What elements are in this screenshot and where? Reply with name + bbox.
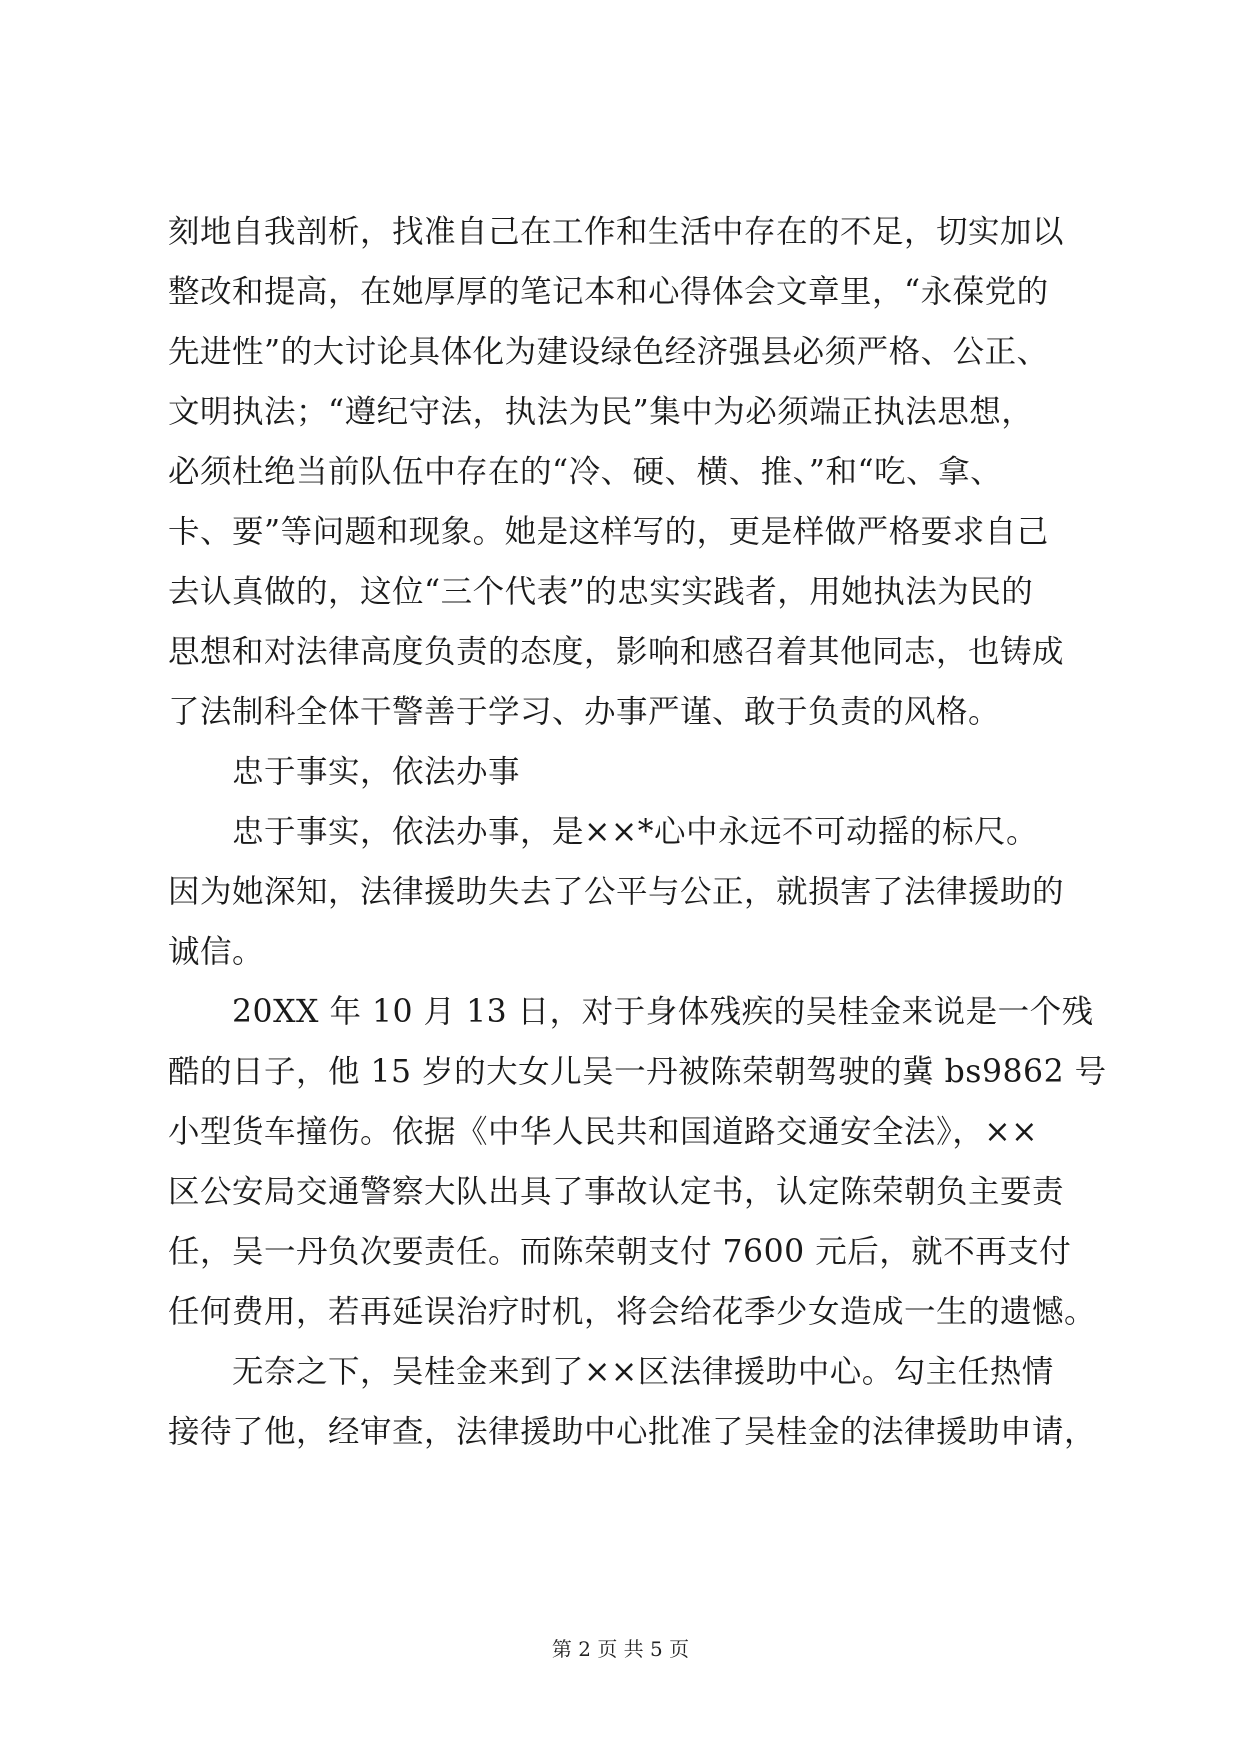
paragraph-line: 刻地自我剖析，找准自己在工作和生活中存在的不足，切实加以 bbox=[168, 214, 1065, 250]
paragraph-line: 20XX 年 10 月 13 日，对于身体残疾的吴桂金来说是一个残 bbox=[232, 994, 1094, 1030]
paragraph-line: 任，吴一丹负次要责任。而陈荣朝支付 7600 元后，就不再支付 bbox=[168, 1234, 1072, 1270]
paragraph-line: 去认真做的，这位“三个代表”的忠实实践者，用她执法为民的 bbox=[168, 574, 1034, 610]
paragraph-line: 忠于事实，依法办事，是××*心中永远不可动摇的标尺。 bbox=[232, 814, 1039, 850]
paragraph-line: 思想和对法律高度负责的态度，影响和感召着其他同志，也铸成 bbox=[168, 634, 1065, 670]
paragraph-line: 诚信。 bbox=[168, 934, 265, 970]
section-heading: 忠于事实，依法办事 bbox=[232, 754, 521, 790]
paragraph-line: 接待了他，经审查，法律援助中心批准了吴桂金的法律援助申请， bbox=[168, 1414, 1097, 1450]
paragraph-line: 因为她深知，法律援助失去了公平与公正，就损害了法律援助的 bbox=[168, 874, 1065, 910]
paragraph-line: 先进性”的大讨论具体化为建设绿色经济强县必须严格、公正、 bbox=[168, 334, 1049, 370]
paragraph-line: 了法制科全体干警善于学习、办事严谨、敢于负责的风格。 bbox=[168, 694, 1001, 730]
page-number-footer: 第 2 页 共 5 页 bbox=[551, 1637, 690, 1661]
paragraph-line: 区公安局交通警察大队出具了事故认定书，认定陈荣朝负主要责 bbox=[168, 1174, 1065, 1210]
paragraph-line: 酷的日子，他 15 岁的大女儿吴一丹被陈荣朝驾驶的冀 bs9862 号 bbox=[168, 1054, 1107, 1090]
paragraph-line: 卡、要”等问题和现象。她是这样写的，更是样做严格要求自己 bbox=[168, 514, 1049, 550]
paragraph-line: 任何费用，若再延误治疗时机，将会给花季少女造成一生的遗憾。 bbox=[168, 1294, 1097, 1330]
paragraph-line: 整改和提高，在她厚厚的笔记本和心得体会文章里，“永葆党的 bbox=[168, 274, 1049, 310]
paragraph-line: 必须杜绝当前队伍中存在的“冷、硬、横、推、”和“吃、拿、 bbox=[168, 454, 1003, 490]
paragraph-line: 文明执法；“遵纪守法，执法为民”集中为必须端正执法思想， bbox=[168, 394, 1034, 430]
paragraph-line: 小型货车撞伤。依据《中华人民共和国道路交通安全法》，×× bbox=[168, 1114, 1039, 1150]
paragraph-line: 无奈之下，吴桂金来到了××区法律援助中心。勾主任热情 bbox=[232, 1354, 1054, 1390]
